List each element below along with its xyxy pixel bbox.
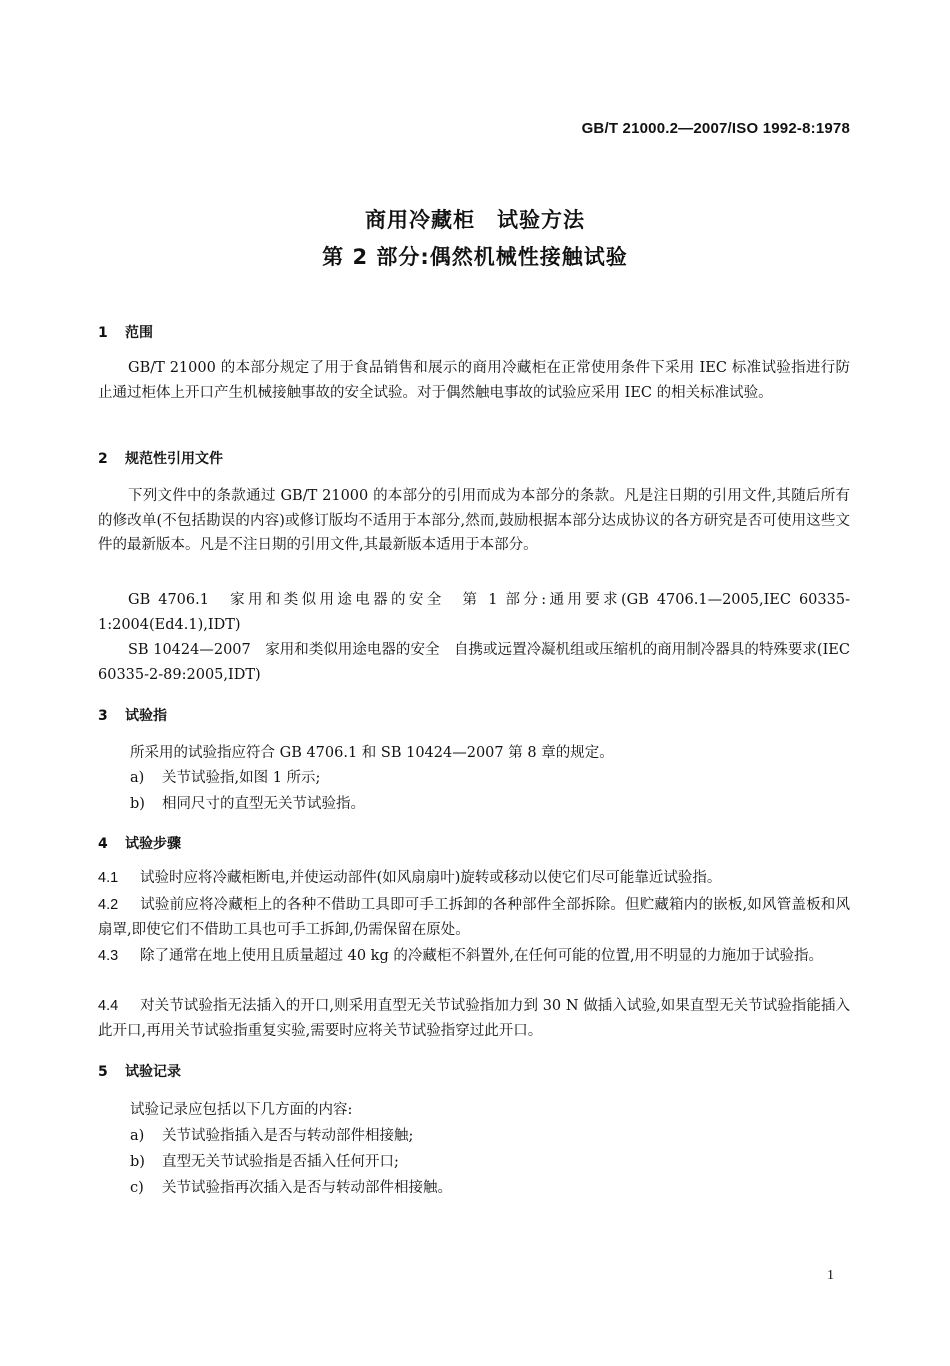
document-title: 商用冷藏柜 试验方法 (365, 208, 585, 232)
list-item (130, 1124, 413, 1145)
list-marker: c) (130, 1180, 144, 1196)
clause-text: 试验前应将冷藏柜上的各种不借助工具即可手工拆卸的各种部件全部拆除。但贮藏箱内的嵌板,如风管盖板和风扇罩,即使它们不借助工具也可手工拆卸,仍需保留在原处。 (98, 897, 850, 938)
list-item-text: 关节试验指,如图 1 所示; (162, 770, 321, 786)
paragraph: GB/T 21000 的本部分规定了用于食品销售和展示的商用冷藏柜在正常使用条件下采用 IEC 标准试验指进行防止通过柜体上开口产生机械接触事故的安全试验。对于偶然触电事故的试验应采用 IEC 的相关标准试验。 (98, 360, 850, 401)
list-item-text: 关节试验指再次插入是否与转动部件相接触。 (162, 1180, 452, 1196)
section-number: 4 (98, 836, 108, 852)
section-title: 范围 (125, 325, 153, 341)
section-heading (98, 322, 153, 342)
page-number: 1 (827, 1268, 834, 1283)
section-number: 2 (98, 451, 108, 467)
section-heading (98, 1061, 181, 1081)
section-heading (98, 833, 181, 853)
paragraph: 所采用的试验指应符合 GB 4706.1 和 SB 10424—2007 第 8 章的规定。 (130, 745, 614, 761)
clause-text: 试验时应将冷藏柜断电,并使运动部件(如风扇扇叶)旋转或移动以使它们尽可能靠近试验指。 (140, 870, 722, 886)
section-title: 试验步骤 (125, 836, 181, 852)
list-item (130, 766, 320, 787)
list-item (130, 792, 365, 813)
list-item (130, 1176, 452, 1197)
section-number: 3 (98, 708, 108, 724)
list-item-text: 直型无关节试验指是否插入任何开口; (162, 1154, 399, 1170)
paragraph: 下列文件中的条款通过 GB/T 21000 的本部分的引用而成为本部分的条款。凡是注日期的引用文件,其随后所有的修改单(不包括勘误的内容)或修订版均不适用于本部分,然而,鼓励根据本部分达成协议的各方研究是否可使用这些文件的最新版本。凡是不注日期的引用文件,其最新版本适用于本部分。 (98, 488, 850, 553)
clause (98, 893, 850, 942)
normative-reference: GB 4706.1 家用和类似用途电器的安全 第 1 部分:通用要求(GB 4706.1—2005,IEC 60335-1:2004(Ed4.1),IDT) (98, 592, 850, 633)
list-item-text: 相同尺寸的直型无关节试验指。 (162, 796, 365, 812)
clause (98, 866, 850, 891)
normative-reference: SB 10424—2007 家用和类似用途电器的安全 自携或远置冷凝机组或压缩机的商用制冷器具的特殊要求(IEC 60335-2-89:2005,IDT) (98, 642, 850, 683)
list-marker: a) (130, 1128, 145, 1144)
list-item (130, 1150, 399, 1171)
section-number: 1 (98, 325, 108, 341)
clause-text: 除了通常在地上使用且质量超过 40 kg 的冷藏柜不斜置外,在任何可能的位置,用不明显的力施加于试验指。 (140, 948, 824, 964)
clause-text: 对关节试验指无法插入的开口,则采用直型无关节试验指加力到 30 N 做插入试验,如果直型无关节试验指能插入此开口,再用关节试验指重复实验,需要时应将关节试验指穿过此开口。 (98, 998, 850, 1039)
clause-number: 4.2 (98, 897, 119, 913)
document-subtitle: 第 2 部分:偶然机械性接触试验 (322, 245, 628, 269)
standard-id: GB/T 21000.2—2007/ISO 1992-8:1978 (581, 120, 850, 137)
list-marker: b) (130, 1154, 145, 1170)
clause-number: 4.3 (98, 948, 119, 964)
section-title: 试验记录 (125, 1064, 181, 1080)
clause-number: 4.1 (98, 870, 119, 886)
section-title: 规范性引用文件 (125, 451, 223, 467)
section-number: 5 (98, 1064, 108, 1080)
list-marker: b) (130, 796, 145, 812)
clause-number: 4.4 (98, 998, 119, 1014)
section-heading (98, 448, 223, 468)
list-item-text: 关节试验指插入是否与转动部件相接触; (162, 1128, 414, 1144)
paragraph: 试验记录应包括以下几方面的内容: (130, 1102, 353, 1118)
section-title: 试验指 (125, 708, 167, 724)
clause (98, 944, 850, 969)
list-marker: a) (130, 770, 145, 786)
section-heading (98, 705, 167, 725)
clause (98, 994, 850, 1043)
